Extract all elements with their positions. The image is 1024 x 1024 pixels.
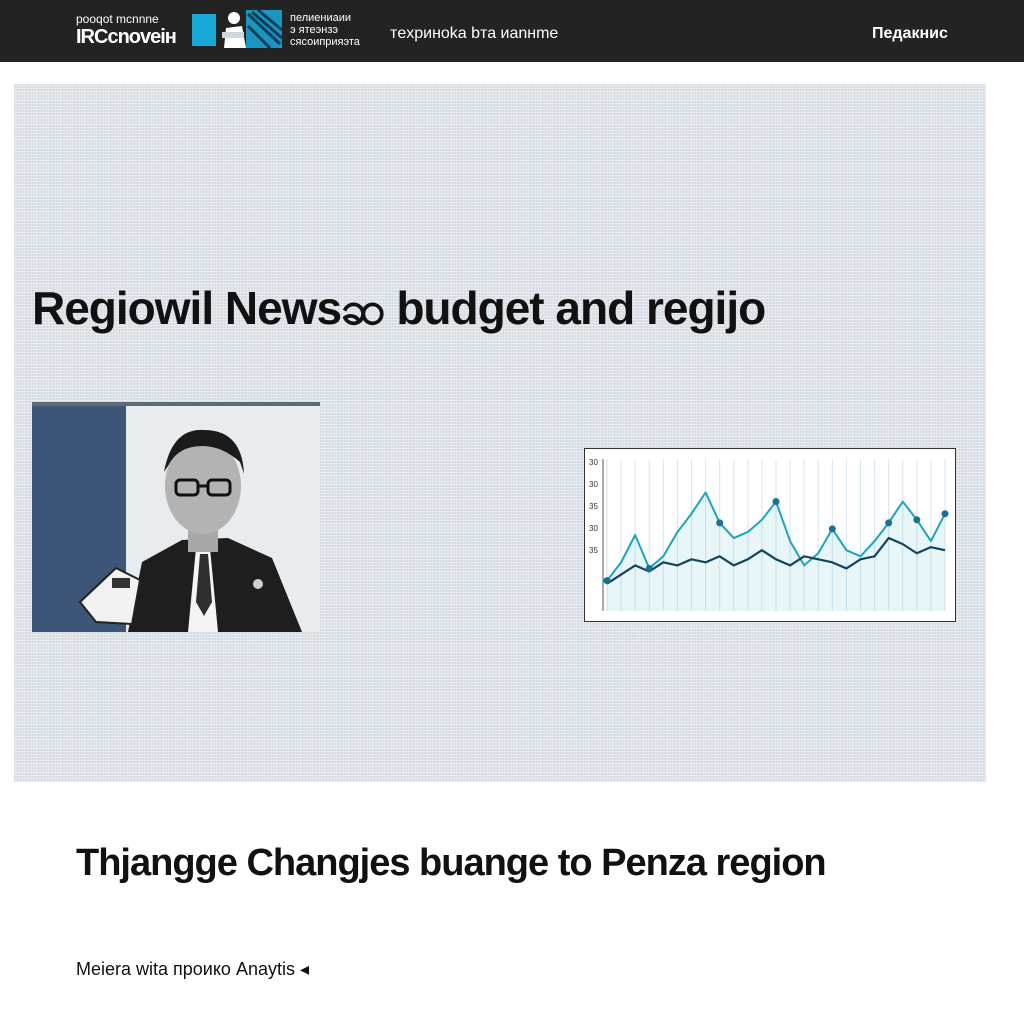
chart-y-tick-label: 30 (589, 480, 598, 489)
emblem-logo-icon (218, 8, 284, 50)
chart-y-tick-label: 30 (589, 524, 598, 533)
site-logo-line2: IRCcnoveiн (76, 26, 176, 48)
top-navigation-bar (0, 0, 1024, 62)
chart-y-tick-label: 35 (589, 502, 598, 511)
nav-link-tech[interactable]: тexpинokа bта иanнme (390, 25, 559, 42)
site-logo[interactable] (76, 12, 216, 50)
chart-data-point (773, 498, 780, 505)
hero-headline: Regiowil Newsဆ budget and reɡijo (32, 282, 766, 334)
chart-data-point (716, 519, 723, 526)
chart-data-point (913, 516, 920, 523)
chart-data-point (829, 525, 836, 532)
official-portrait-photo (32, 402, 320, 632)
partner-logo-line3: сясоиприяэта (290, 36, 360, 48)
article-title[interactable]: Thjangge Changjes buange to Penza region (76, 842, 826, 884)
chart-data-point (646, 565, 653, 572)
chart-data-point (942, 510, 949, 517)
budget-chart (584, 448, 956, 622)
nav-link-editorial[interactable]: Педакнис (872, 25, 948, 42)
chart-data-point (885, 519, 892, 526)
logo-accent-block (192, 14, 216, 46)
partner-logo-line1: пелиениаии (290, 12, 352, 24)
partner-logo-text[interactable] (290, 12, 386, 50)
chart-data-point (604, 577, 611, 584)
budget-line-chart (585, 449, 955, 621)
site-logo-line1: pooqot mcnnne (76, 12, 159, 26)
chart-y-tick-label: 30 (589, 458, 598, 467)
chart-y-tick-label: 35 (589, 546, 598, 555)
partner-logo-line2: э ятеэнзэ (290, 24, 339, 36)
article-byline[interactable]: Meiera wita проико Anaytis ◂ (76, 959, 310, 979)
chart-area-fill (607, 492, 945, 611)
